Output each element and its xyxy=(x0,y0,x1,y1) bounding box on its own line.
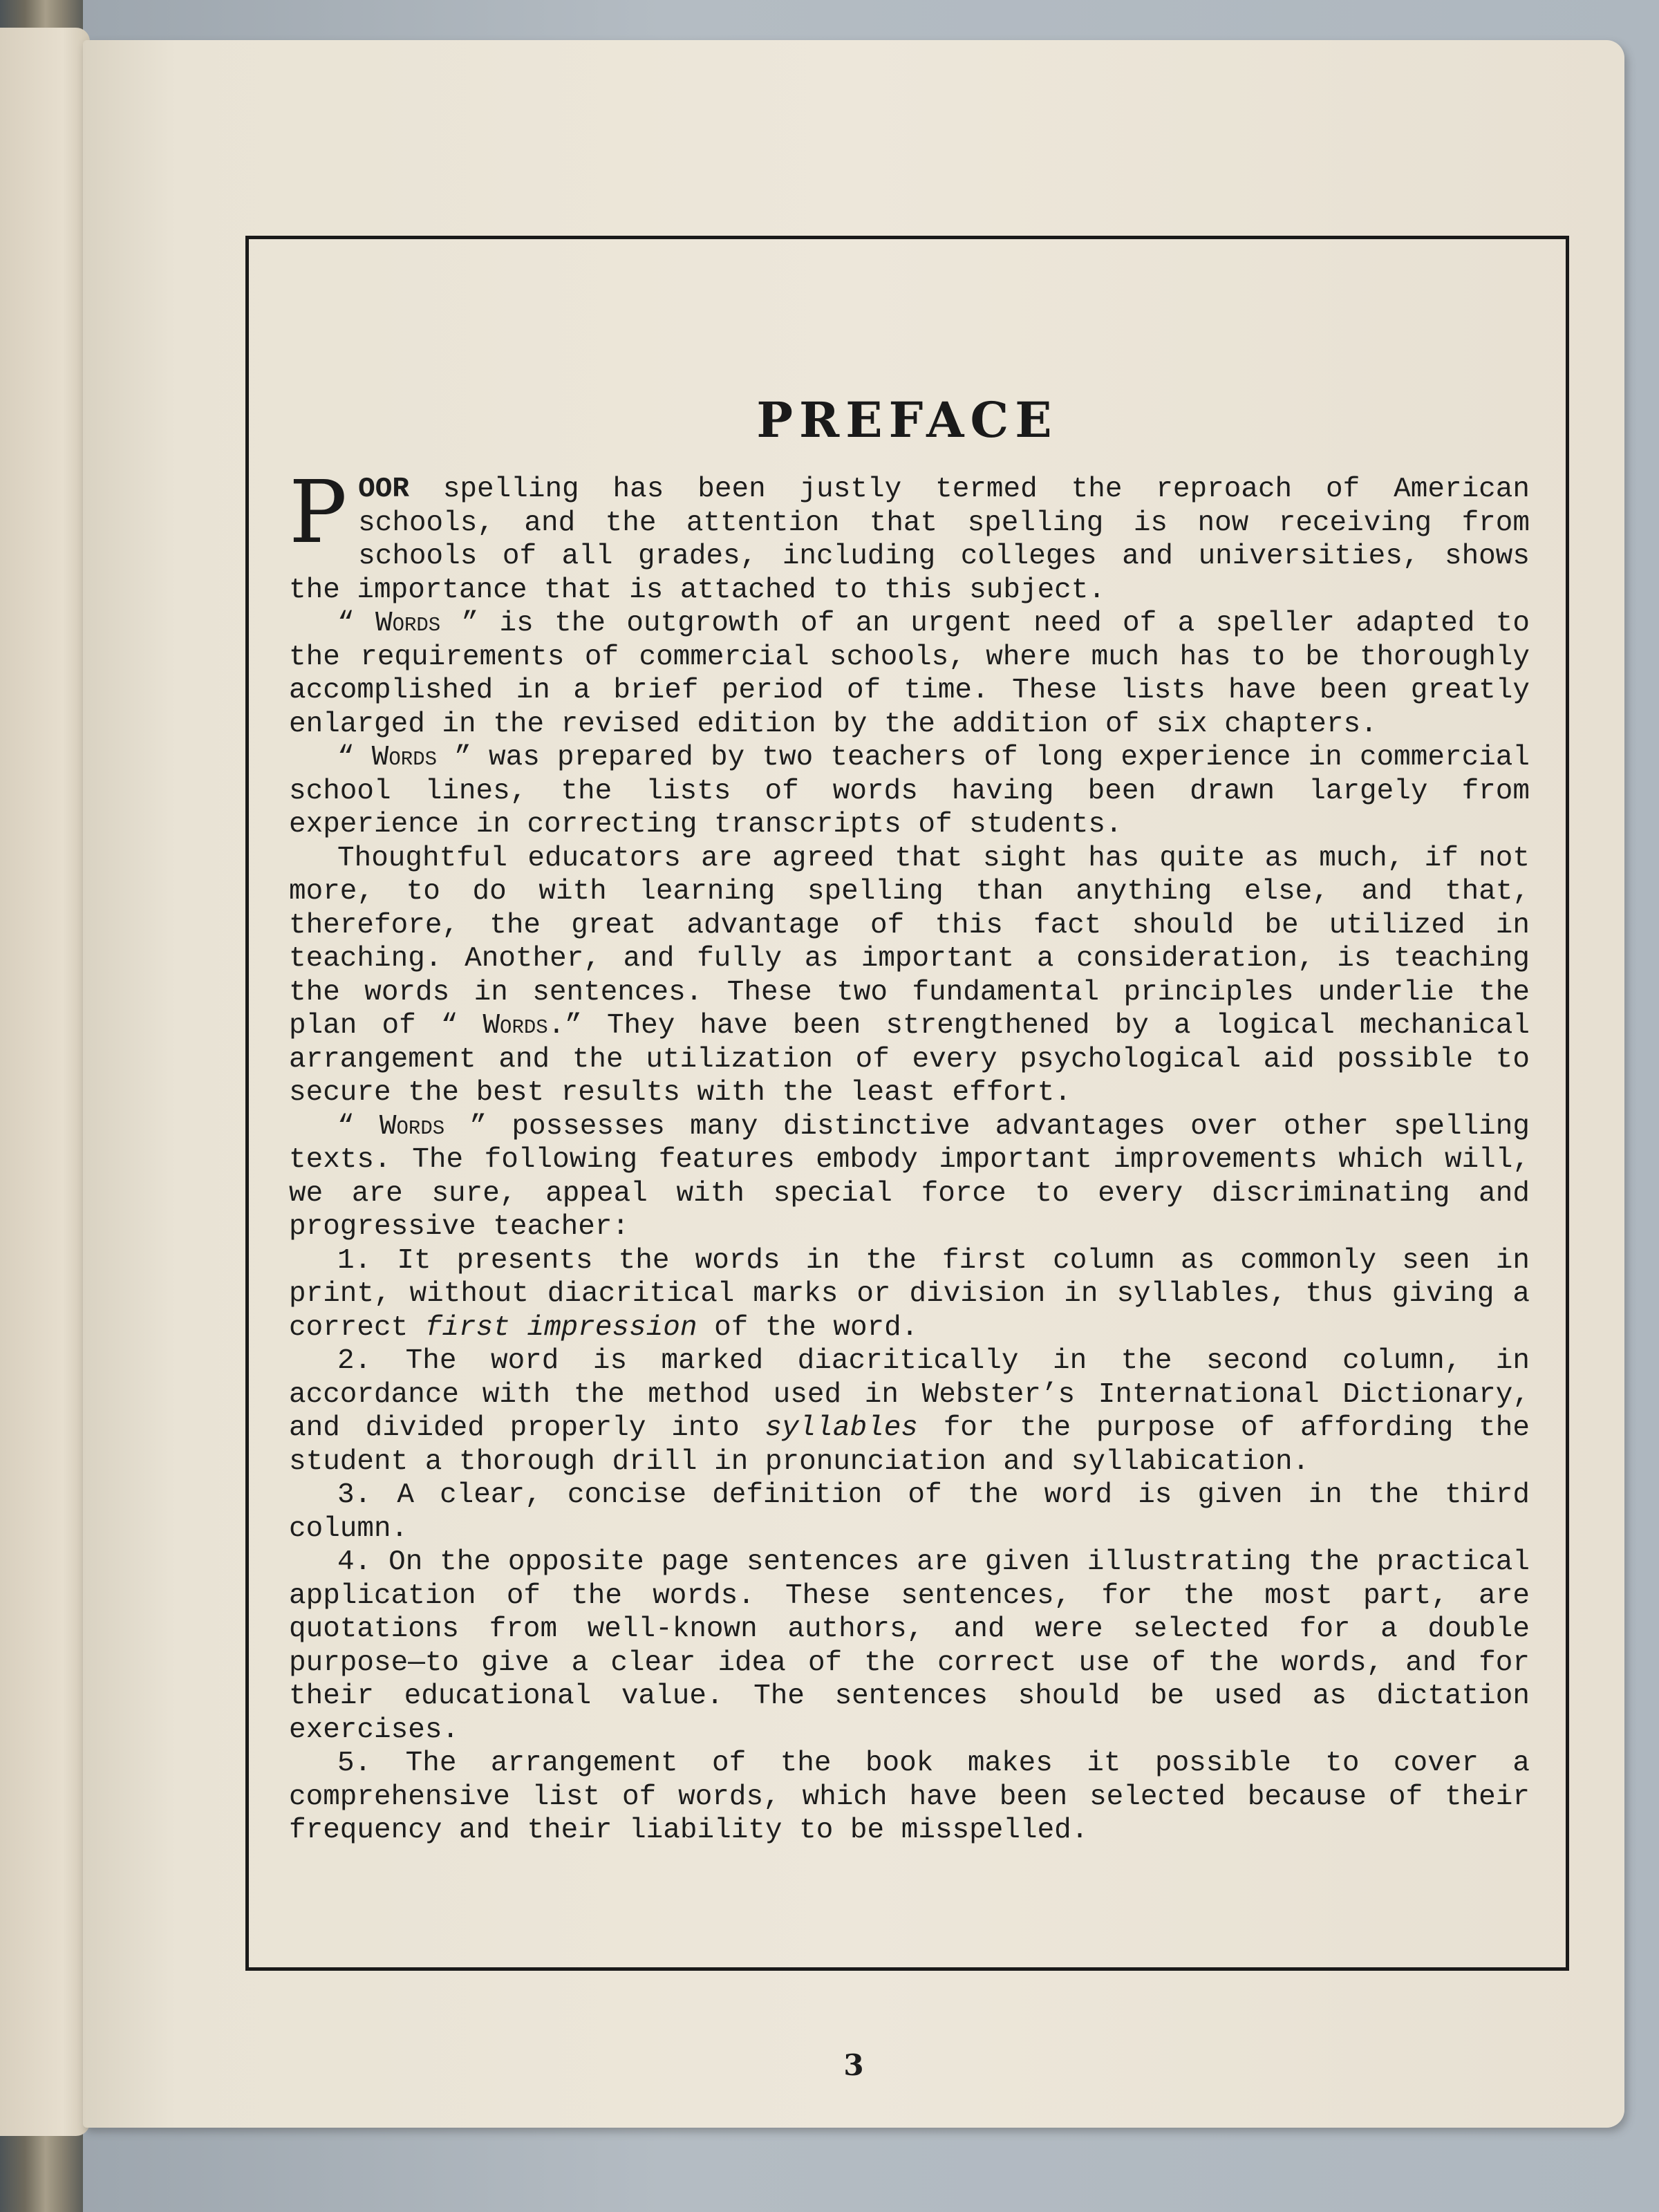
list-item-3: 3. A clear, concise definition of the word is given in the third column. xyxy=(289,1479,1530,1545)
preface-body xyxy=(289,462,1530,1848)
book-page xyxy=(83,40,1624,2128)
book-name: Words xyxy=(375,608,441,639)
book-name: Words xyxy=(482,1010,548,1042)
paragraph-5-text: possesses many distinctive advantages over other spelling texts. The following features embody important improvements which will, we are sure, appeal with special force to every discriminating and progressive teacher: xyxy=(289,1110,1530,1243)
list-item-4: 4. On the opposite page sentences are given illustrating the practical application of the words. These sentences, for the most part, are quotations from well-known authors, and were selected for a double purpose—to give a clear idea of the correct use of the words, and for their educational value. The sentences should be used as dictation exercises. xyxy=(289,1546,1530,1746)
paragraph-5: “ Words ” possesses many distinctive advantages over other spelling texts. The following features embody important improvements which will, we are sure, appeal with special force to every discriminating and progressive teacher: xyxy=(289,1110,1530,1243)
left-page-edge xyxy=(0,28,90,2136)
book-name: Words xyxy=(379,1110,445,1143)
paragraph-3-text: was prepared by two teachers of long experience in commercial school lines, the lists of words having been drawn largely from experience in correcting transcripts of students. xyxy=(289,742,1530,841)
paragraph-1-text: spelling has been justly termed the reproach of American schools, and the attention that spelling is now receiving from schools of all grades, including colleges and universities, shows the importance that is attached to this subject. xyxy=(289,474,1530,606)
book-name: Words xyxy=(371,742,438,774)
list-item-2: 2. The word is marked diacritically in the second column, in accordance with the method used in Webster’s International Dictionary, and divided properly into syllables for the purpose of affording the student a thorough drill in pronunciation and syllabication. xyxy=(289,1345,1530,1478)
paragraph-4-text: Thoughtful educators are agreed that sight has quite as much, if not more, to do with learning spelling than anything else, and that, therefore, the great advantage of this fact should be utilized in teaching. Another, and fully as important a consideration, is teaching the words in sentences. These two fundamental principles underlie the plan of xyxy=(289,842,1530,1042)
paragraph-2-text: is the outgrowth of an urgent need of a speller adapted to the requirements of commercial schools, where much has to be thoroughly accomplished in a brief period of time. These lists have been greatly enlarged in the revised edition by the addition of six chapters. xyxy=(289,608,1530,740)
paragraph-4-text-end: They have been strengthened by a logical mechanical arrangement and the utilization of every psychological aid possible to secure the best results with the least effort. xyxy=(289,1010,1530,1109)
text-frame xyxy=(245,236,1569,1971)
paragraph-3: “ Words ” was prepared by two teachers of long experience in commercial school lines, the lists of words having been drawn largely from experience in correcting transcripts of students. xyxy=(289,742,1530,841)
paragraph-4: Thoughtful educators are agreed that sight has quite as much, if not more, to do with learning spelling than anything else, and that, therefore, the great advantage of this fact should be utilized in teaching. Another, and fully as important a consideration, is teaching the words in sentences. These two fundamental principles underlie the plan of “ Words.” They have been strengthened by a logical mechanical arrangement and the utilization of every psychological aid possible to secure the best results with the least effort. xyxy=(289,842,1530,1109)
italic-phrase: first impression xyxy=(424,1311,697,1344)
paragraph-1 xyxy=(289,462,1530,607)
page-title: PREFACE xyxy=(756,391,1058,449)
list-item-5: 5. The arrangement of the book makes it possible to cover a comprehensive list of words, which have been selected because of their frequency and their liability to be misspelled. xyxy=(289,1747,1530,1846)
paragraph-1-lead: OOR xyxy=(358,474,409,505)
page-number: 3 xyxy=(843,2048,864,2082)
paragraph-2: “ Words ” is the outgrowth of an urgent need of a speller adapted to the requirements of commercial schools, where much has to be thoroughly accomplished in a brief period of time. These lists have been greatly enlarged in the revised edition by the addition of six chapters. xyxy=(289,608,1530,740)
list-item-1: 1. It presents the words in the first column as commonly seen in print, without diacritical marks or division in syllables, thus giving a correct first impression of the word. xyxy=(289,1244,1530,1344)
drop-cap: P xyxy=(289,462,348,563)
italic-phrase: syllables xyxy=(765,1412,918,1444)
